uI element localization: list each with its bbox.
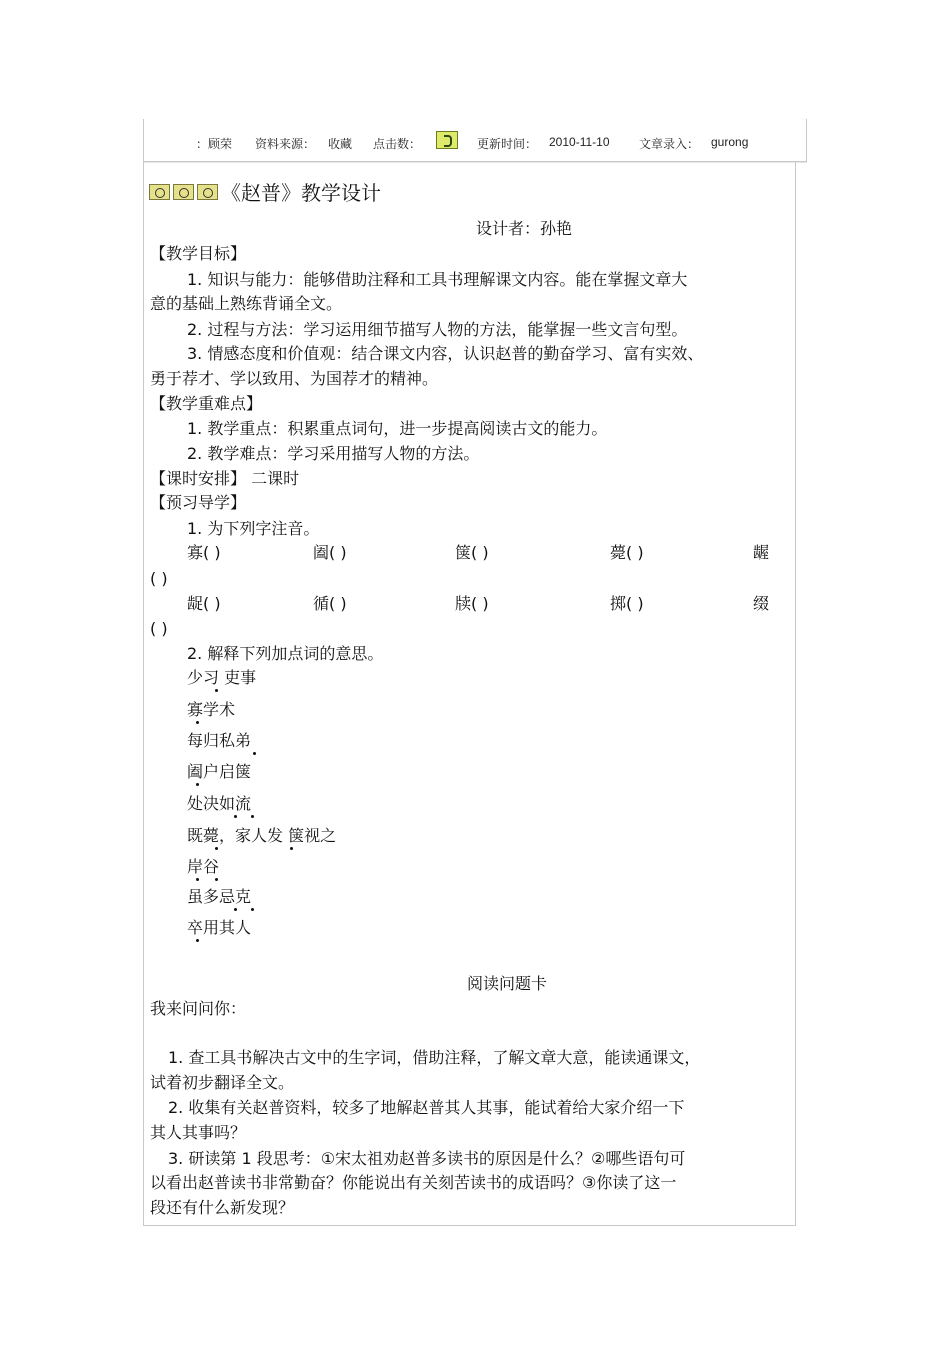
author-text: ：顾荣 [196, 137, 233, 151]
emphasis-dot [215, 878, 218, 881]
emphasis-dot [251, 815, 254, 818]
word-item: 虽多忌克 [187, 887, 252, 906]
phonetic-item: 循( ) [313, 594, 347, 613]
phonetic-item: 阖( ) [313, 543, 347, 562]
phonetic-item: 寡( ) [187, 543, 221, 562]
updated-label: 更新时间： [477, 137, 538, 151]
word-item: 每归私弟 [187, 731, 252, 750]
emphasis-dot [196, 939, 199, 942]
preview-2: 2. 解释下列加点词的意思。 [187, 644, 384, 663]
emphasis-dot [234, 815, 237, 818]
key-2: 2. 教学难点：学习采用描写人物的方法。 [187, 444, 480, 463]
click-count-icon [436, 131, 458, 149]
updated-value: 2010-11-10 [549, 135, 610, 149]
document-icon [197, 184, 218, 200]
goal-2: 2. 过程与方法：学习运用细节描写人物的方法，能掌握一些文言句型。 [187, 320, 688, 339]
phonetic-item: 龌 [753, 543, 770, 562]
section-heading-key: 【教学重难点】 [150, 394, 263, 413]
word-item: 寡学术 [187, 700, 236, 719]
word-item: 阖户启箧 [187, 762, 252, 781]
word-item: 卒用其人 [187, 918, 252, 937]
phonetic-item: 牍( ) [455, 594, 489, 613]
word-item: 既薨，家人发 箧视之 [187, 826, 337, 845]
question-1-line1: 1. 查工具书解决古文中的生字词，借助注释，了解文章大意，能读通课文， [168, 1048, 701, 1067]
question-2-line2: 其人其事吗？ [150, 1123, 247, 1142]
phonetic-item: 龊( ) [187, 594, 221, 613]
goal-1-line2: 意的基础上熟练背诵全文。 [150, 294, 343, 313]
preview-1: 1. 为下列字注音。 [187, 519, 320, 538]
designer-line: 设计者：孙艳 [476, 219, 573, 238]
clicks-label: 点击数： [373, 137, 422, 151]
document-icon [173, 184, 194, 200]
ask-line: 我来问问你： [150, 999, 247, 1018]
phonetic-item: 掷( ) [610, 594, 644, 613]
emphasis-dot [290, 847, 293, 850]
source-value: 收藏 [328, 137, 353, 151]
article-title: 《赵普》教学设计 [221, 181, 381, 205]
emphasis-dot [196, 878, 199, 881]
goal-3-line1: 3. 情感态度和价值观：结合课文内容，认识赵普的勤奋学习、富有实效、 [187, 344, 704, 363]
card-title: 阅读问题卡 [467, 974, 548, 993]
question-3-line3: 段还有什么新发现？ [150, 1198, 295, 1217]
emphasis-dot [215, 847, 218, 850]
goal-1-line1: 1. 知识与能力：能够借助注释和工具书理解课文内容。能在掌握文章大 [187, 270, 688, 289]
phonetic-item: 缀 [753, 594, 770, 613]
question-1-line2: 试着初步翻译全文。 [150, 1073, 295, 1092]
key-1: 1. 教学重点：积累重点词句，进一步提高阅读古文的能力。 [187, 419, 608, 438]
emphasis-dot [196, 721, 199, 724]
phonetic-item-tail: ( ) [150, 619, 168, 638]
emphasis-dot [253, 752, 256, 755]
title-decoration-icons [149, 184, 219, 200]
article-meta-bar [143, 119, 807, 162]
question-3-line2: 以看出赵普读书非常勤奋？你能说出有关刻苦读书的成语吗？③你读了这一 [150, 1173, 677, 1192]
emphasis-dot [234, 908, 237, 911]
phonetic-item-tail: ( ) [150, 569, 168, 588]
emphasis-dot [196, 783, 199, 786]
question-3-line1: 3. 研读第 1 段思考：①宋太祖劝赵普多读书的原因是什么？②哪些语句可 [168, 1149, 686, 1168]
section-heading-goals: 【教学目标】 [150, 244, 247, 263]
phonetic-item: 箧( ) [455, 543, 489, 562]
emphasis-dot [215, 689, 218, 692]
emphasis-dot [251, 908, 254, 911]
source-label: 资料来源： [255, 137, 316, 151]
word-item: 岸谷 [187, 857, 220, 876]
editor-label: 文章录入： [639, 137, 700, 151]
section-heading-schedule: 【课时安排】 二课时 [150, 469, 300, 488]
goal-3-line2: 勇于荐才、学以致用、为国荐才的精神。 [150, 369, 439, 388]
phonetic-item: 薨( ) [610, 543, 644, 562]
word-item: 少习 吏事 [187, 668, 257, 687]
document-icon [149, 184, 170, 200]
question-2-line1: 2. 收集有关赵普资料，较多了地解赵普其人其事，能试着给大家介绍一下 [168, 1098, 685, 1117]
section-heading-preview: 【预习导学】 [150, 493, 247, 512]
editor-value: gurong [711, 135, 749, 149]
word-item: 处决如流 [187, 794, 252, 813]
